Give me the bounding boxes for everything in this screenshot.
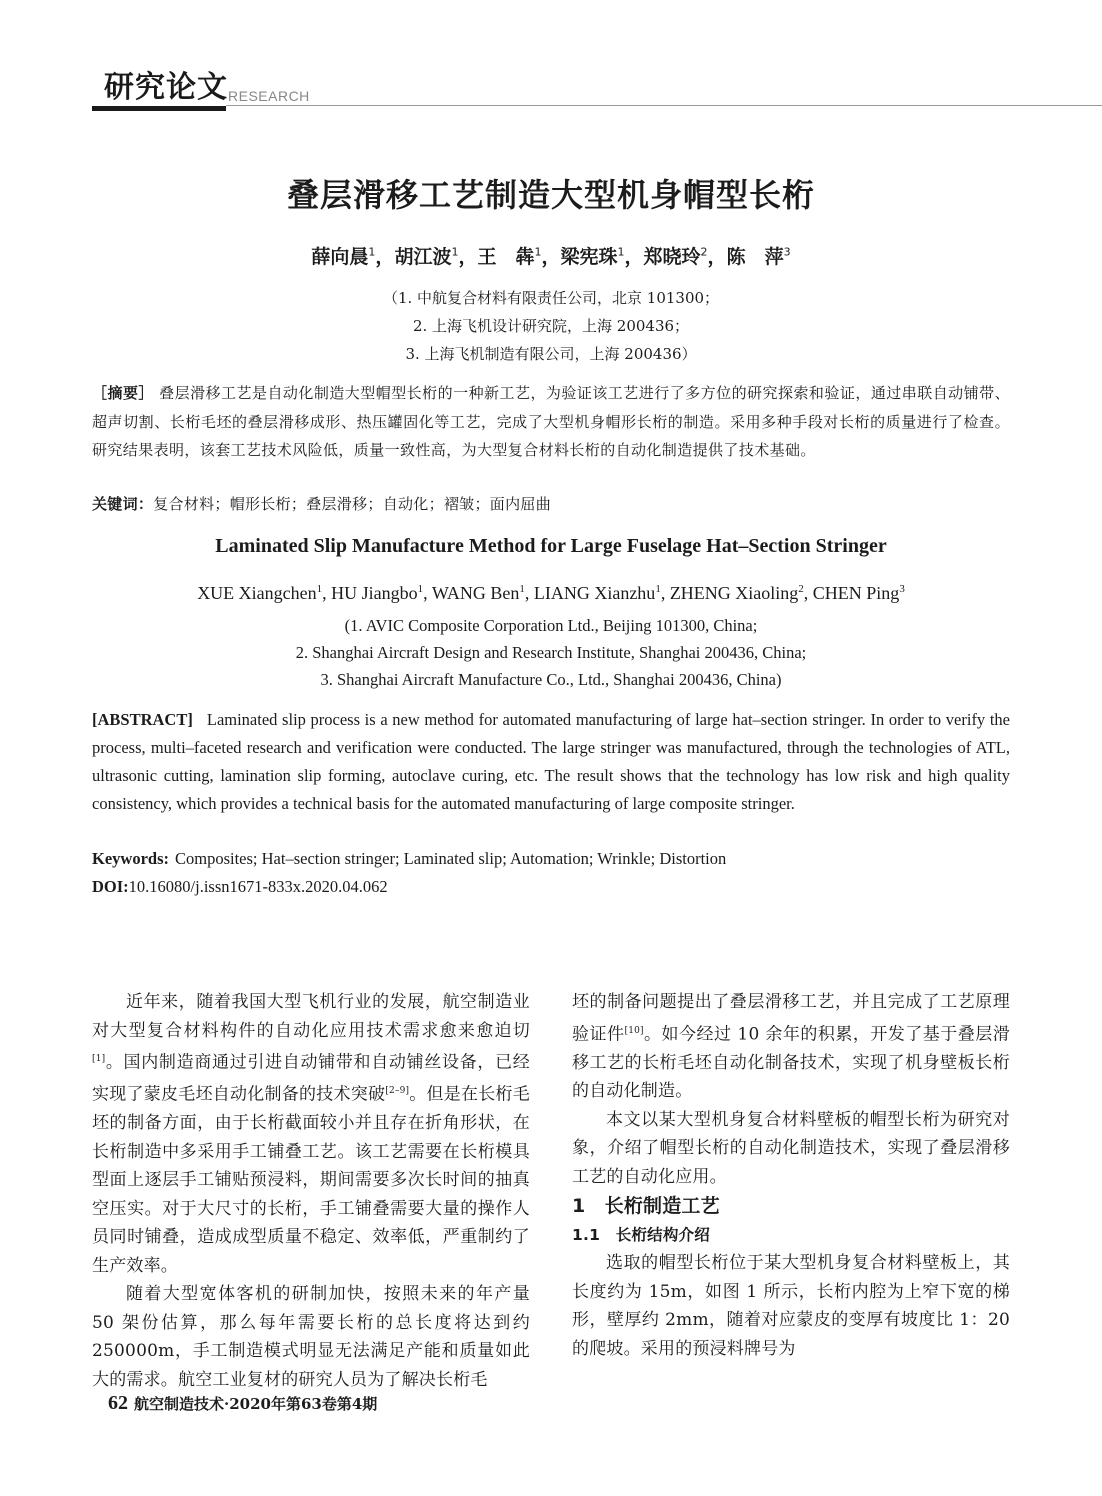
page-number: 62 — [108, 1392, 128, 1414]
author-name: 梁宪珠 — [560, 246, 618, 268]
author-aff: 2 — [700, 245, 708, 259]
citation-ref[interactable]: [10] — [624, 1025, 644, 1036]
body-text: 。但是在长桁毛坯的制备方面，由于长桁截面较小并且存在折角形状，在长桁制造中多采用手工铺叠工艺。该工艺需要在长桁模具型面上逐层手工铺贴预浸料，期间需要多次长时间的抽真空压实。对于大尺寸的长桁，手工铺叠需要大量的操作人员同时铺叠，造成成型质量不稳定、效率低，严重制约了生产效率。 — [92, 1084, 531, 1276]
abstract-cn — [92, 379, 1010, 465]
author-aff: 1 — [534, 245, 542, 259]
body-text: 。如今经过 10 余年的积累，开发了基于叠层滑移工艺的长桁毛坯自动化制备技术，实现了机身壁板长桁的自动化制造。 — [572, 1024, 1010, 1102]
body-paragraph: 选取的帽型长桁位于某大型机身复合材料壁板上，其长度约为 15m，如图 1 所示，长桁内腔为上窄下宽的梯形，壁厚约 2mm，随着对应蒙皮的变厚有坡度比 1：20 的爬坡。采用的预浸料牌号为 — [572, 1253, 1010, 1359]
author-aff: 1 — [451, 245, 459, 259]
page-footer — [108, 1392, 377, 1415]
journal-citation: 航空制造技术·2020年第63卷第4期 — [134, 1395, 378, 1413]
body-column-right — [572, 988, 1010, 1363]
author-aff: 1 — [617, 245, 625, 259]
keywords-label-en: Keywords: — [92, 849, 169, 868]
paper-title-en: Laminated Slip Manufacture Method for Large Fuselage Hat–Section Stringer — [215, 535, 887, 557]
header-rule-thin — [226, 105, 1102, 106]
author-name: WANG Ben — [431, 583, 520, 603]
paper-title-cn: 叠层滑移工艺制造大型机身帽型长桁 — [286, 176, 815, 214]
section-label-cn: 研究论文 — [104, 70, 228, 105]
author-aff: 1 — [316, 583, 323, 595]
author-name: HU Jiangbo — [331, 583, 418, 603]
author-list-en: XUE Xiangchen$^1$, HU Jiangbo$^1$, WANG Ben$^1$, LIANG Xianzhu$^1$, ZHENG Xiaoling$^2$, CHEN Ping$^3$ — [197, 583, 905, 603]
author-aff: 1 — [368, 245, 376, 259]
author-name: ZHENG Xiaoling — [669, 583, 799, 603]
keywords-en — [92, 846, 1010, 872]
affiliation-cn: （1. 中航复合材料有限责任公司，北京 101300； — [382, 289, 720, 307]
keywords-text-en: Composites; Hat–section stringer; Laminated slip; Automation; Wrinkle; Distortion — [175, 849, 727, 868]
citation-ref[interactable]: [2–9] — [385, 1086, 410, 1097]
abstract-label-cn: ［摘要］ — [92, 384, 154, 402]
author-aff: 2 — [798, 583, 804, 595]
abstract-text-en: Laminated slip process is a new method for automated manufacturing of large hat–section stringer. In order to verify the process, multi–faceted research and verification were conducted. The large stringer was manufactured, through the technologies of ATL, ultrasonic cutting, lamination slip forming, autoclave curing, etc. The result shows that the technology has low risk and high quality consistency, which provides a technical basis for the automated manufacturing of large composite stringer. — [92, 710, 1010, 813]
author-name: 胡江波 — [394, 246, 452, 268]
keywords-text-cn: 复合材料；帽形长桁；叠层滑移；自动化；褶皱；面内屈曲 — [153, 495, 552, 513]
body-text: 近年来，随着我国大型飞机行业的发展，航空制造业对大型复合材料构件的自动化应用技术需求愈来愈迫切 — [92, 992, 530, 1041]
author-name: 陈 萍 — [726, 246, 784, 268]
body-paragraph: 随着大型宽体客机的研制加快，按照未来的年产量 50 架份估算，那么每年需要长桁的总长度将达到约 250000m，手工制造模式明显无法满足产能和质量如此大的需求。航空工业复材的研究人员为了解决长桁毛 — [92, 1284, 530, 1390]
doi-label: DOI: — [92, 877, 129, 896]
author-name: XUE Xiangchen — [197, 583, 317, 603]
abstract-label-en: [ABSTRACT] — [92, 710, 193, 729]
author-aff: 3 — [899, 583, 905, 595]
abstract-en — [92, 706, 1010, 818]
author-aff: 3 — [783, 245, 791, 259]
author-name: 郑晓玲 — [643, 246, 701, 268]
body-text: 坯的制备问题提出了叠层滑移工艺，并且完成了工艺原理验证件 — [572, 992, 1010, 1045]
body-text: 。国内制造商通过引进自动铺带和自动铺丝设备，已经实现了蒙皮毛坯自动化制备的技术突破 — [92, 1052, 530, 1105]
doi-link[interactable]: 10.16080/j.issn1671-833x.2020.04.062 — [128, 877, 388, 896]
author-name: 薛向晨 — [311, 246, 369, 268]
affiliation-en: 2. Shanghai Aircraft Design and Research Institute, Shanghai 200436, China; — [295, 643, 807, 662]
author-aff: 1 — [655, 583, 661, 595]
subsection-heading: 1.1 长桁结构介绍 — [572, 1226, 710, 1245]
body-paragraph: 本文以某大型机身复合材料壁板的帽型长桁为研究对象，介绍了帽型长桁的自动化制造技术，实现了叠层滑移工艺的自动化应用。 — [572, 1109, 1010, 1187]
keywords-label-cn: 关键词： — [92, 495, 154, 513]
citation-ref[interactable]: [1] — [92, 1054, 106, 1064]
doi — [92, 874, 388, 900]
author-name: 王 犇 — [477, 246, 535, 268]
header-rule-thick — [92, 106, 226, 111]
affiliation-cn: 2. 上海飞机设计研究院，上海 200436； — [412, 317, 690, 335]
body-paragraph — [572, 988, 1010, 1106]
body-column-left — [92, 988, 530, 1394]
section-label-en: RESEARCH — [228, 88, 310, 104]
author-list-cn: 薛向晨$^1$，胡江波$^1$，王 犇$^1$，梁宪珠$^1$，郑晓玲$^2$，陈 萍$^3$ — [311, 245, 791, 268]
author-aff: 1 — [519, 583, 525, 595]
affiliation-en: (1. AVIC Composite Corporation Ltd., Beijing 101300, China; — [344, 616, 758, 635]
author-name: CHEN Ping — [812, 583, 900, 603]
author-name: LIANG Xianzhu — [533, 583, 656, 603]
keywords-cn — [92, 490, 1010, 518]
section-heading: 1 长桁制造工艺 — [572, 1195, 720, 1218]
author-aff: 1 — [417, 583, 424, 595]
affiliation-cn: 3. 上海飞机制造有限公司，上海 200436） — [405, 345, 697, 363]
abstract-text-cn: 叠层滑移工艺是自动化制造大型帽型长桁的一种新工艺，为验证该工艺进行了多方位的研究探索和验证，通过串联自动铺带、超声切割、长桁毛坯的叠层滑移成形、热压罐固化等工艺，完成了大型机身帽形长桁的制造。采用多种手段对长桁的质量进行了检查。研究结果表明，该套工艺技术风险低，质量一致性高，为大型复合材料长桁的自动化制造提供了技术基础。 — [92, 384, 1010, 459]
affiliation-en: 3. Shanghai Aircraft Manufacture Co., Ltd., Shanghai 200436, China) — [320, 670, 782, 689]
body-paragraph — [92, 988, 530, 1280]
